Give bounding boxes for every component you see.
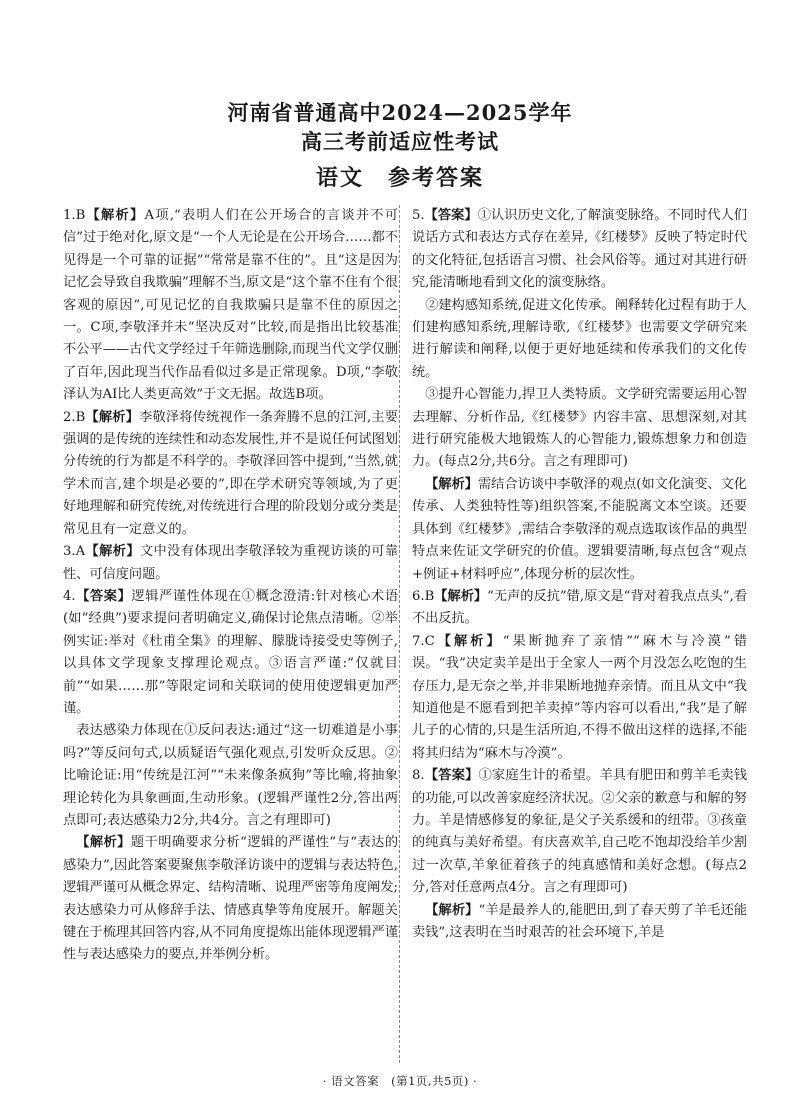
answer-text: 文中没有体现出李敬泽较为重视访谈的可靠性、可信度问题。 (63, 544, 399, 582)
answer-paragraph (63, 832, 398, 966)
answer-tag: 【答案】 (424, 208, 478, 223)
answer-text: “无声的反抗”错,原文是“背对着我点点头”,看不出反抗。 (412, 588, 748, 627)
exam-title-line1: 河南省普通高中2024—2025学年 (227, 100, 573, 125)
question-number: 6.B (412, 588, 435, 604)
answer-paragraph (63, 720, 398, 832)
answer-tag: 【答案】 (75, 588, 132, 604)
answer-text: ①家庭生计的希望。羊具有肥田和剪羊毛卖钱的功能,可以改善家庭经济状况。②父亲的歉意与和解的努力。羊是情感修复的象征,是父子关系缓和的纽带。③孩童的纯真与美好希望。有庆喜欢羊,自己吃不饱却没给羊少割过一次草,羊象征着孩子的纯真感情和美好念想。(每点2分,答对任意两点4分。言之有理即可) (412, 768, 748, 896)
answer-paragraph (412, 900, 747, 945)
answer-text: ①认识历史文化,了解演变脉络。不同时代人们说话方式和表达方式存在差异,《红楼梦》反映了特定时代的文化特征,包括语言习惯、社会风俗等。通过对其进行研究,能清晰地看到文化的演变脉络。 (412, 208, 747, 291)
question-number: 3.A (63, 544, 86, 560)
answer-text: 需结合访谈中李敬泽的观点(如文化演变、文化传承、人类独特性等)组织答案,不能脱离文本空谈。还要具体到《红楼梦》,需结合李敬泽的观点选取该作品的典型特点来佐证文学研究的价值。逻辑要清晰,每点包含“观点+例证+材料呼应”,体现分析的层次性。 (412, 476, 747, 582)
subject-title: 语文 参考答案 (315, 165, 484, 191)
question-number: 5. (412, 208, 425, 223)
answer-paragraph (63, 205, 398, 407)
question-number: 2.B (63, 409, 86, 425)
answer-tag: 【解析】 (85, 544, 140, 560)
answer-paragraph (412, 631, 747, 765)
question-number: 7.C (412, 633, 435, 649)
answer-tag: 【解析】 (425, 902, 479, 918)
answer-paragraph (412, 295, 747, 385)
left-column (63, 205, 398, 967)
answer-paragraph (63, 541, 398, 586)
answer-text: ③提升心智能力,捍卫人类特质。文学研究需要运用心智去理解、分析作品,《红楼梦》内容丰富、思想深刻,对其进行研究能极大地锻炼人的心智能力,锻炼想象力和创造力。(每点2分,共6分。言之有理即可) (412, 387, 747, 470)
answer-text: ②建构感知系统,促进文化传承。阐释转化过程有助于人们建构感知系统,理解诗歌,《红楼梦》也需要文学研究来进行解读和阐释,以便于更好地延续和传承我们的文化传统。 (412, 297, 747, 380)
right-column (412, 205, 747, 944)
answer-text: “果断抛弃了亲情”“麻木与冷漠”错误。“我”决定卖羊是出于全家人一两个月没怎么吃饱的生存压力,是无奈之举,并非果断地抛弃亲情。而且从文中“我知道他是不愿看到把羊卖掉”等内容可以看出,“我”是了解儿子的心情的,只是生活所迫,不得不做出这样的选择,不能将其归结为“麻木与冷漠”。 (412, 633, 748, 761)
answer-paragraph (412, 474, 747, 586)
answer-paragraph (63, 407, 398, 541)
answer-paragraph (412, 586, 747, 631)
answer-tag: 【解析】 (434, 588, 488, 604)
answer-paragraph (412, 205, 747, 295)
answer-paragraph (63, 586, 398, 720)
question-number: 1.B (63, 208, 86, 223)
answer-text: “羊是最养人的,能肥田,到了春天剪了羊毛还能卖钱”,这表明在当时艰苦的社会环境下,羊是 (412, 902, 748, 940)
exam-title-line2: 高三考前适应性考试 (301, 129, 499, 154)
answer-text: A项,“表明人们在公开场合的言谈并不可信”过于绝对化,原文是“一个人无论是在公开场合……都不见得是一个可靠的证据”“常常是靠不住的”。且“这是因为记忆会导致自我欺骗”理解不当,原文是“这个靠不住有个很客观的原因”,可见记忆的自我欺骗只是靠不住的原因之一。C项,李敬泽并未“坚决反对”比较,而是指出比较基准不公平——古代文学经过千年筛选删除,而现当代文学仅删了百年,因此现当代作品看似过多是正常现象。D项,“李敬泽认为AI比人类更高效”于文无据。故选B项。 (63, 208, 398, 403)
question-number: 8. (412, 768, 425, 784)
answer-paragraph (412, 765, 747, 899)
answer-tag: 【答案】 (424, 768, 479, 784)
answer-tag: 【解析】 (76, 835, 131, 851)
answer-text: 李敬泽将传统视作一条奔腾不息的江河,主要强调的是传统的连续性和动态发展性,并不是说任何试图划分传统的行为都是不科学的。李敬泽回答中提到,“当然,就学术而言,建个坝是必要的”,即在学术研究等领域,为了更好地理解和研究传统,对传统进行合理的阶段划分或分类是常见且有一定意义的。 (63, 409, 398, 537)
answer-text: 表达感染力体现在①反问表达:通过“这一切难道是小事吗?”等反问句式,以质疑语气强化观点,引发听众反思。②比喻论证:用“传统是江河”“未来像条疯狗”等比喻,将抽象理论转化为具象画面,生动形象。(逻辑严谨性2分,答出两点即可;表达感染力2分,共4分。言之有理即可) (63, 723, 398, 828)
answer-paragraph (412, 384, 747, 474)
answer-tag: 【解析】 (425, 476, 478, 492)
answer-text: 题干明确要求分析“逻辑的严谨性”与“表达的感染力”,因此答案要聚焦李敬泽访谈中的逻辑与表达特色,逻辑严谨可从概念界定、结构清晰、说理严密等角度阐发;表达感染力可从修辞手法、情感真挚等角度展开。解题关键在于梳理其回答内容,从不同角度提炼出能体现逻辑严谨性与表达感染力的要点,并举例分析。 (63, 835, 399, 963)
page-footer: · 语文答案 (第1页,共5页) · (322, 1074, 478, 1088)
answer-tag: 【解析】 (85, 208, 145, 223)
answer-text: 逻辑严谨性体现在①概念澄清:针对核心术语(如“经典”)要求提问者明确定义,确保讨论焦点清晰。②举例实证:举对《杜甫全集》的理解、朦胧诗接受史等例子,以具体文学现象支撑理论观点。③语言严谨:“仅就目前”“如果……那”等限定词和关联词的使用使逻辑更加严谨。 (63, 588, 399, 716)
answer-tag: 【解析】 (85, 409, 140, 425)
question-number: 4. (63, 588, 76, 604)
answer-tag: 【解析】 (434, 633, 503, 649)
column-divider (399, 205, 400, 1063)
